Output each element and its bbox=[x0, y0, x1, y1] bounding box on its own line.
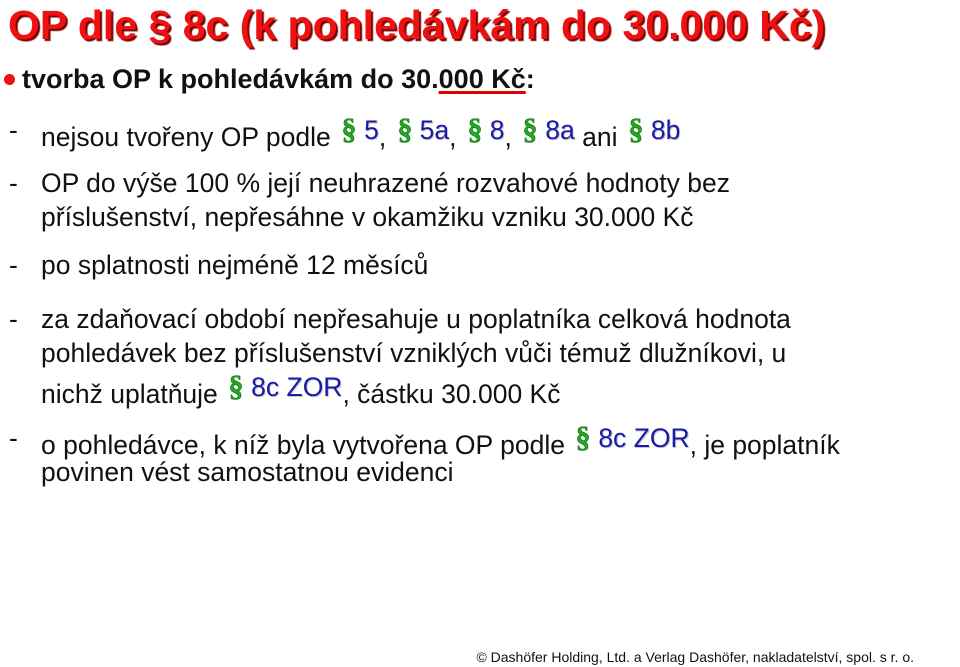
section-sign-icon bbox=[394, 114, 416, 146]
item-text: , částku 30.000 Kč bbox=[342, 379, 561, 409]
section-sign-icon bbox=[464, 114, 486, 146]
svg-text:§: § bbox=[397, 114, 413, 146]
item-text: , bbox=[449, 122, 464, 152]
list-dash: - bbox=[9, 250, 18, 280]
red-bullet-icon bbox=[4, 74, 15, 85]
item-text: pohledávek bez příslušenství vzniklých vůči témuž dlužníkovi, u bbox=[41, 338, 787, 368]
subheading-underlined: 000 Kč bbox=[438, 64, 526, 94]
list-dash: - bbox=[9, 115, 18, 145]
list-item-line bbox=[41, 336, 786, 370]
law-reference-link[interactable] bbox=[519, 113, 574, 147]
item-text: povinen vést samostatnou evidenci bbox=[41, 457, 454, 487]
subheading-prefix: tvorba OP k pohledávkám do 30. bbox=[22, 64, 439, 94]
law-reference-text: 8b bbox=[650, 115, 681, 145]
law-reference-link[interactable] bbox=[225, 370, 342, 404]
section-sign-icon bbox=[338, 114, 360, 146]
section-sign-icon bbox=[625, 114, 647, 146]
section-sign-icon bbox=[572, 422, 594, 454]
item-text: příslušenství, nepřesáhne v okamžiku vzniku 30.000 Kč bbox=[41, 202, 694, 232]
item-text: nichž uplatňuje bbox=[41, 379, 226, 409]
item-text: OP do výše 100 % její neuhrazené rozvahové hodnoty bez bbox=[41, 168, 730, 198]
law-reference-text: 8a bbox=[545, 115, 575, 145]
item-text: po splatnosti nejméně 12 měsíců bbox=[41, 250, 429, 280]
svg-text:§: § bbox=[628, 114, 644, 146]
list-item-line bbox=[41, 302, 791, 336]
list-item-line bbox=[41, 455, 453, 489]
item-text: o pohledávce, k níž byla vytvořena OP podle bbox=[41, 430, 573, 460]
law-reference-link[interactable] bbox=[572, 421, 689, 455]
list-dash: - bbox=[9, 304, 18, 334]
law-reference-text: 8c ZOR bbox=[598, 423, 690, 453]
item-text: , je poplatník bbox=[689, 430, 840, 460]
item-text: , bbox=[378, 122, 394, 152]
svg-text:§: § bbox=[575, 422, 591, 454]
svg-text:§: § bbox=[522, 114, 538, 146]
list-dash: - bbox=[9, 168, 18, 198]
law-reference-text: 8c ZOR bbox=[251, 372, 343, 402]
list-dash: - bbox=[9, 423, 18, 453]
section-sign-icon bbox=[225, 371, 247, 403]
item-text: , bbox=[504, 122, 520, 152]
svg-text:§: § bbox=[228, 371, 244, 403]
slide-title: OP dle § 8c (k pohledávkám do 30.000 Kč) bbox=[8, 2, 826, 48]
list-item-line bbox=[41, 166, 730, 200]
law-reference-text: 8 bbox=[489, 115, 505, 145]
copyright-footer: © Dashöfer Holding, Ltd. a Verlag Dashöfer, nakladatelství, spol. s r. o. bbox=[476, 649, 914, 665]
item-text: ani bbox=[574, 122, 625, 152]
list-item-line bbox=[41, 113, 680, 154]
svg-text:§: § bbox=[341, 114, 357, 146]
subheading bbox=[4, 64, 535, 95]
law-reference-link[interactable] bbox=[464, 113, 505, 147]
item-text: nejsou tvořeny OP podle bbox=[41, 122, 339, 152]
law-reference-text: 5 bbox=[364, 115, 379, 145]
list-item-line bbox=[41, 200, 694, 234]
law-reference-link[interactable] bbox=[625, 113, 680, 147]
law-reference-link[interactable] bbox=[338, 113, 379, 147]
law-reference-text: 5a bbox=[419, 115, 450, 145]
section-sign-icon bbox=[519, 114, 541, 146]
item-text: za zdaňovací období nepřesahuje u poplatníka celková hodnota bbox=[41, 304, 791, 334]
list-item-line bbox=[41, 370, 560, 411]
subheading-suffix: : bbox=[525, 64, 535, 94]
list-item-line bbox=[41, 248, 428, 282]
svg-text:§: § bbox=[467, 114, 483, 146]
law-reference-link[interactable] bbox=[394, 113, 449, 147]
